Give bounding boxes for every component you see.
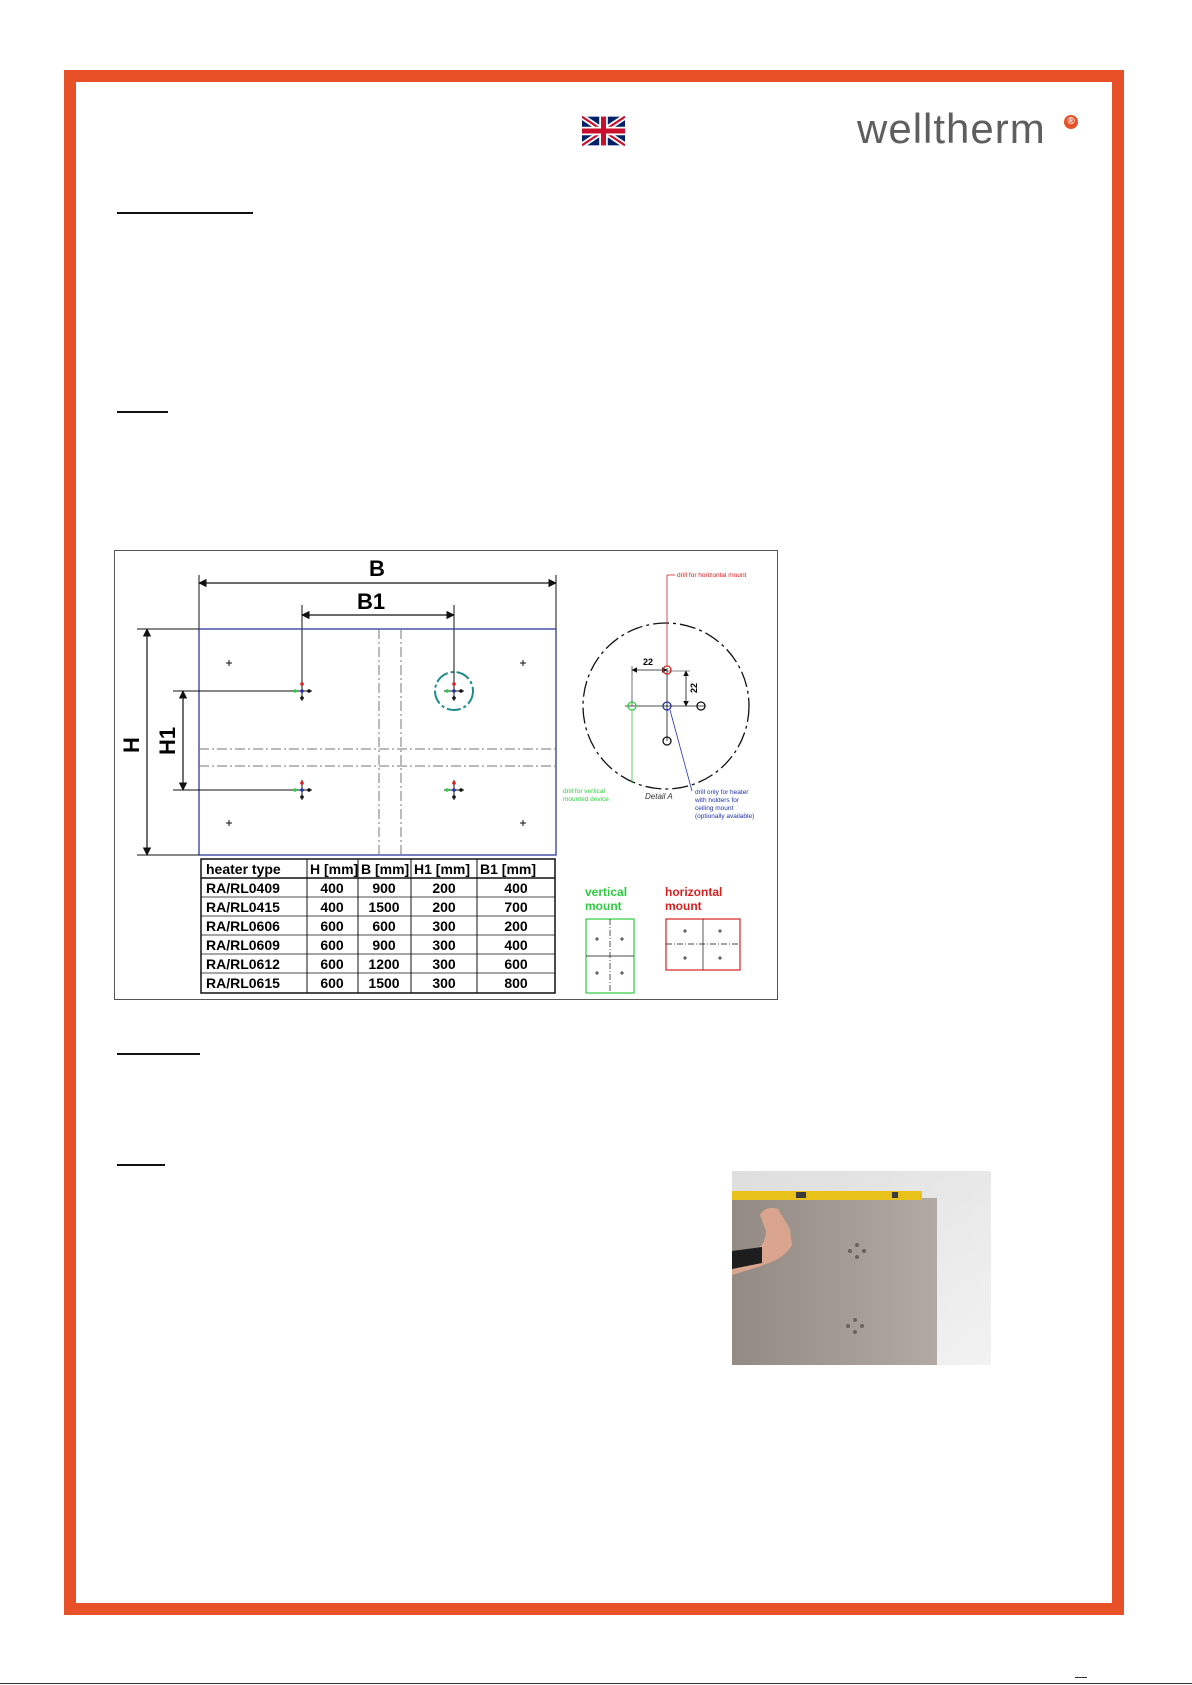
table-cell: 300: [432, 956, 456, 972]
table-row: [206, 880, 528, 896]
note-horizontal-mount: drill for horizontal mount: [677, 572, 747, 579]
table-cell: 600: [320, 975, 344, 991]
section-heading-2-underline: [117, 411, 168, 413]
note-ceiling-line1: drill only for heater: [695, 789, 749, 796]
dimension-h1-label: H1: [155, 726, 180, 755]
drill-cluster-bottom-right: [444, 780, 464, 800]
table-cell: RA/RL0409: [206, 880, 280, 896]
section-heading-1-underline: [117, 212, 253, 214]
vertical-mount-label-line2: mount: [585, 899, 622, 913]
detail-dim-vertical-label: 22: [689, 682, 699, 693]
table-cell: 200: [432, 880, 456, 896]
table-cell: 700: [504, 899, 528, 915]
page-bottom-rule: [0, 1683, 1192, 1684]
table-cell: 1500: [368, 975, 400, 991]
table-header: heater type: [206, 861, 281, 877]
table-cell: 200: [504, 918, 528, 934]
table-header: H1 [mm]: [414, 861, 471, 877]
drill-cluster-top-left: [292, 681, 312, 701]
table-cell: 200: [432, 899, 456, 915]
spirit-level-vial: [796, 1192, 806, 1198]
note-ceiling-line4: (optionally available): [695, 813, 755, 820]
mounting-template-photo: [732, 1171, 991, 1365]
table-header: B [mm]: [361, 861, 410, 877]
note-vertical-mount-line1: drill for vertical: [563, 788, 605, 795]
table-cell: 900: [372, 937, 396, 953]
table-cell: 400: [320, 880, 344, 896]
table-cell: RA/RL0612: [206, 956, 280, 972]
note-ceiling-line3: ceiling mount: [695, 805, 734, 812]
mounting-drawing-svg: [115, 551, 779, 1001]
detail-dim-horizontal-label: 22: [643, 657, 654, 667]
drill-cluster-bottom-left: [292, 780, 312, 800]
template-board: [732, 1198, 937, 1365]
table-cell: 800: [504, 975, 528, 991]
heater-outline: [199, 629, 556, 855]
horizontal-mount-diagram: [666, 919, 740, 970]
table-header: H [mm]: [310, 861, 359, 877]
table-row: [206, 956, 528, 972]
heater-dimensions-table: [201, 859, 555, 993]
dimension-b-label: B: [369, 556, 385, 581]
mounting-template-photo-svg: [732, 1171, 991, 1365]
table-cell: 600: [320, 956, 344, 972]
table-cell: 1500: [368, 899, 400, 915]
table-cell: 400: [504, 937, 528, 953]
table-cell: RA/RL0615: [206, 975, 280, 991]
table-cell: 600: [320, 937, 344, 953]
table-cell: 600: [504, 956, 528, 972]
table-cell: 400: [320, 899, 344, 915]
table-cell: 600: [372, 918, 396, 934]
mounting-drawing: [114, 550, 778, 1000]
registered-mark: ®: [1064, 115, 1078, 129]
section-heading-3-underline: [117, 1053, 200, 1055]
corner-markers: [226, 660, 526, 826]
page-mark: [1075, 1677, 1087, 1678]
brand-logo: welltherm: [857, 105, 1046, 152]
table-cell: 300: [432, 918, 456, 934]
uk-flag-icon: [582, 116, 625, 146]
section-heading-4-underline: [117, 1164, 165, 1166]
horizontal-mount-label-line1: horizontal: [665, 885, 723, 899]
table-cell: 600: [320, 918, 344, 934]
table-cell: 1200: [368, 956, 400, 972]
detail-a-label: Detail A: [645, 792, 673, 801]
table-cell: 400: [504, 880, 528, 896]
vertical-mount-label-line1: vertical: [585, 885, 628, 899]
table-cell: 900: [372, 880, 396, 896]
table-header: B1 [mm]: [480, 861, 537, 877]
table-row: [206, 918, 528, 934]
table-row: [206, 899, 528, 915]
vertical-mount-diagram: [586, 919, 634, 993]
dimension-b1-label: B1: [357, 589, 386, 614]
horizontal-mount-label-line2: mount: [665, 899, 702, 913]
table-cell: RA/RL0609: [206, 937, 280, 953]
spirit-level-vial: [892, 1192, 898, 1198]
table-cell: 300: [432, 975, 456, 991]
dimension-h-label: H: [119, 737, 144, 753]
leader-ceiling-mount: [670, 710, 692, 791]
table-cell: RA/RL0606: [206, 918, 280, 934]
note-vertical-mount-line2: mounted device: [563, 796, 609, 803]
table-row: [206, 937, 528, 953]
note-ceiling-line2: with holders for: [695, 797, 740, 804]
table-cell: 300: [432, 937, 456, 953]
table-row: [206, 975, 528, 991]
table-cell: RA/RL0415: [206, 899, 280, 915]
